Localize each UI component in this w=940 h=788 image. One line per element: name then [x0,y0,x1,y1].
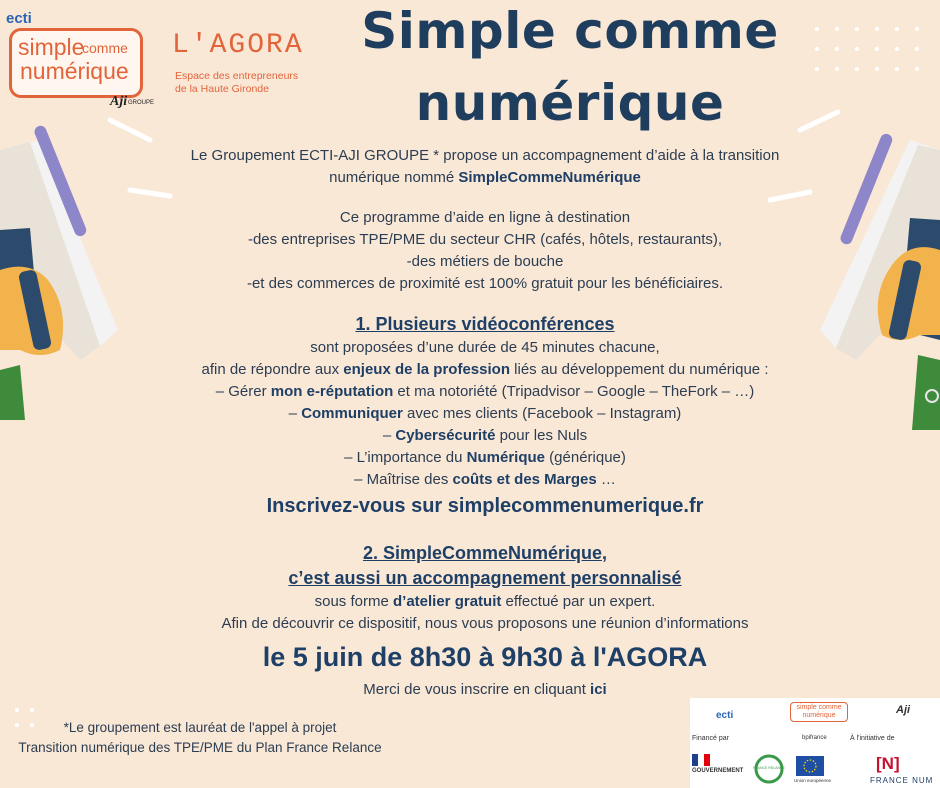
program-name: SimpleCommeNumérique [458,169,641,186]
i3c: pour les Nuls [495,427,588,444]
i1b: mon e-réputation [270,383,394,400]
footnote-line1: *Le groupement est lauréat de l'appel à projet [63,720,337,735]
topic-item-communiquer [120,403,850,425]
aji-groupe-label: GROUPE [128,100,155,106]
s2l1c: effectué par un expert. [501,593,656,610]
i1a: – Gérer [215,383,271,400]
s2l1b: d’atelier gratuit [393,593,502,610]
intro-line1: Le Groupement ECTI-AJI GROUPE * propose un accompagnement d’aide à la transition [190,147,780,164]
s1l2a: afin de répondre aux [201,361,344,378]
agora-subtitle-1: Espace des entrepreneurs [175,70,299,82]
topic-item-cybersecurite [120,425,850,447]
france-num-logo: [N] [876,754,900,773]
finance-par-label: Financé par [692,735,729,742]
eu-flag-icon [796,756,824,776]
program-line4: -et des commerces de proximité est 100% gratuit pour les bénéficiaires. [246,275,724,292]
program-line1: Ce programme d’aide en ligne à destination [339,209,631,226]
section1-line2 [120,359,850,381]
i3a: – [382,427,396,444]
agora-word: AGORA [209,30,304,61]
section2-line2: Afin de découvrir ce dispositif, nous vous proposons une réunion d’informations [221,615,749,632]
i4b: Numérique [466,449,546,466]
topic-item-e-reputation [120,381,850,403]
intro-line2 [120,167,850,189]
s1l2b: enjeux de la profession [343,361,510,378]
aji-logo: Aji [110,94,128,109]
i2a: – [288,405,302,422]
topic-item-couts-marges [120,469,850,491]
footnote [0,718,400,758]
partner-aji-logo: Aji [896,704,911,716]
france-relance-label: FRANCE RELANCE [753,766,785,770]
partners-panel [690,698,940,788]
signup-link[interactable]: Inscrivez-vous sur simplecommenumerique.fr [266,495,704,517]
i5a: – Maîtrise des [354,471,453,488]
logo-word-comme: comme [82,40,128,56]
section1-title: 1. Plusieurs vidéoconférences [355,314,615,334]
program-line2: -des entreprises TPE/PME du secteur CHR (cafés, hôtels, restaurants), [247,231,723,248]
intro-line2-text: numérique nommé [329,169,459,186]
i4c: (générique) [545,449,626,466]
section1-line1: sont proposées d’une durée de 45 minutes chacune, [310,339,660,356]
marianne-icon [692,754,712,766]
ecti-logo: ecti [6,10,32,27]
intro-block [120,145,850,189]
program-line3: -des métiers de bouche [406,253,564,270]
event-date: le 5 juin de 8h30 à 9h30 à l'AGORA [262,642,708,672]
i2c: avec mes clients (Facebook – Instagram) [402,405,682,422]
section2-line1 [120,591,850,613]
logo-word-numerique: numérique [20,58,129,84]
france-num-label: FRANCE NUM [870,776,934,785]
gouvernement-label: GOUVERNEMENT [692,768,744,774]
agora-l: L' [172,30,210,61]
topic-item-numerique [120,447,850,469]
ue-label: Union européenne [794,778,832,783]
i3b: Cybersécurité [395,427,496,444]
program-block [120,207,850,295]
ici-link[interactable]: ici [590,681,607,698]
i5c: … [596,471,616,488]
s1l2c: liés au développement du numérique : [509,361,769,378]
merci-text: Merci de vous inscrire en cliquant [363,681,591,698]
partner-simple-logo: simple comme numérique [790,702,848,722]
section2-title-line2: c’est aussi un accompagnement personnalisé [288,568,682,588]
i5b: coûts et des Marges [452,471,597,488]
section-accompagnement [120,541,850,701]
section-videoconferences [120,311,850,521]
initiative-label: À l'initiative de [850,735,895,742]
footnote-line2: Transition numérique des TPE/PME du Plan France Relance [18,740,382,755]
section2-title-line1: 2. SimpleCommeNumérique, [362,543,608,563]
i2b: Communiquer [301,405,403,422]
agora-subtitle-2: de la Haute Gironde [175,83,269,95]
logo-word-simple: simple [18,34,85,60]
bpifrance-logo: bpifrance [802,735,827,741]
page-title-line2: numérique [415,74,725,132]
i4a: – L’importance du [344,449,467,466]
page-title-line1: Simple comme [361,2,779,60]
s2l1a: sous forme [314,593,393,610]
i1c: et ma notoriété (Tripadvisor – Google – TheFork – …) [393,383,755,400]
partner-ecti-logo: ecti [716,710,734,721]
